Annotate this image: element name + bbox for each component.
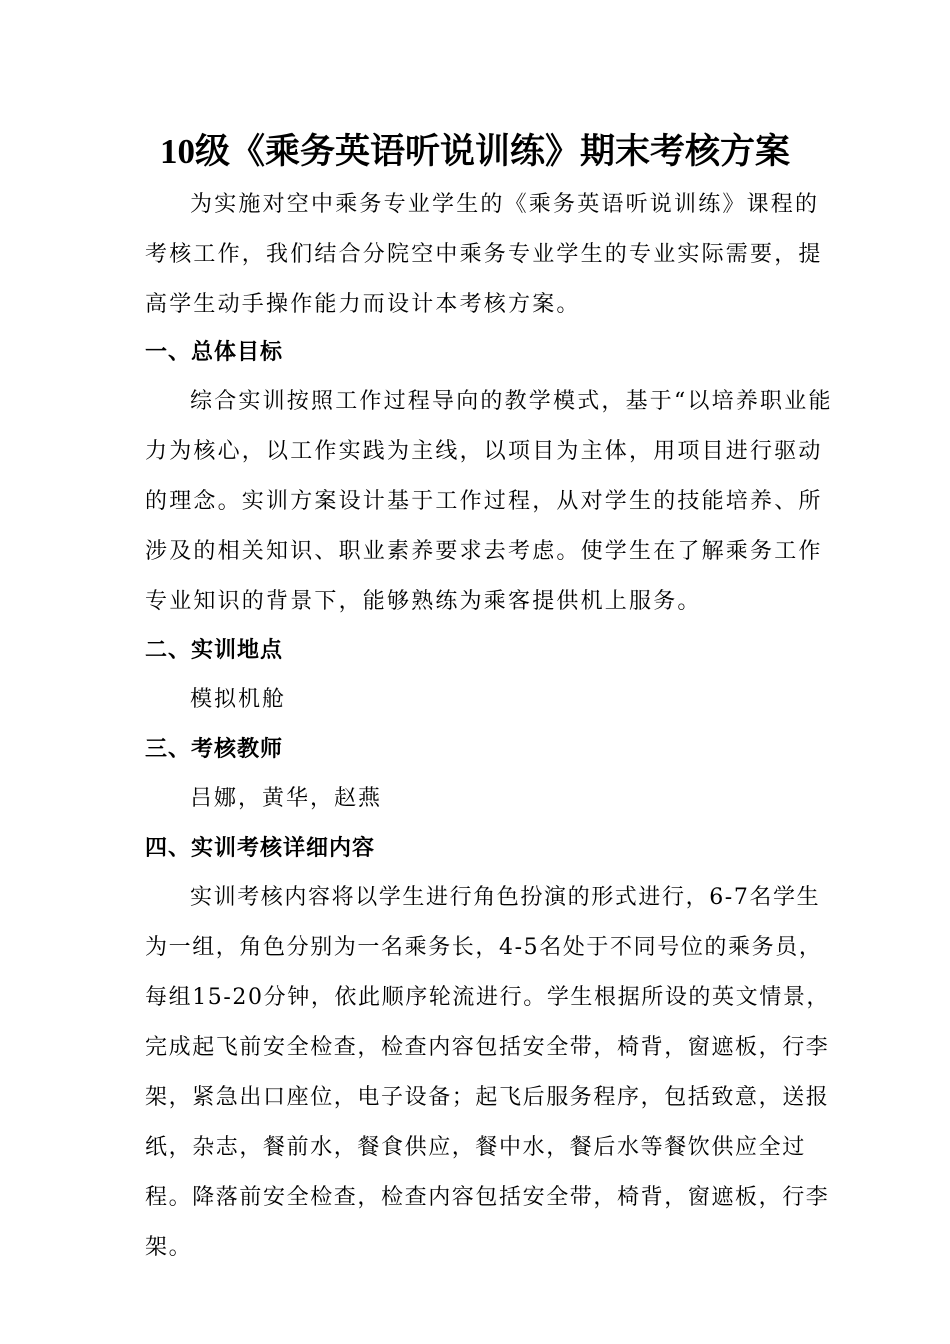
document-title: 10级《乘务英语听说训练》期末考核方案: [159, 132, 790, 171]
section-body-teachers: 吕娜，黄华，赵燕: [190, 786, 383, 811]
section-body-goals: 综合实训按照工作过程导向的教学模式，基于“以培养职业能力为核心，以工作实践为主线，以项目为主体，用项目进行驱动的理念。实训方案设计基于工作过程，从对学生的技能培养、所涉及的相关知识、职业素养要求去考虑。使学生在了解乘务工作专业知识的背景下，能够熟练为乘客提供机上服务。: [145, 389, 833, 614]
section-body-location: 模拟机舱: [190, 687, 287, 712]
section-heading-teachers: 三、考核教师: [145, 736, 284, 762]
section-body-content: 实训考核内容将以学生进行角色扮演的形式进行，6-7名学生为一组，角色分别为一名乘务长，4-5名处于不同号位的乘务员，每组15-20分钟，依此顺序轮流进行。学生根据所设的英文情景，完成起飞前安全检查，检查内容包括安全带，椅背，窗遮板，行李架，紧急出口座位，电子设备；起飞后服务程序，包括致意，送报纸，杂志，餐前水，餐食供应，餐中水，餐后水等餐饮供应全过程。降落前安全检查，检查内容包括安全带，椅背，窗遮板，行李架。: [145, 885, 831, 1260]
intro-paragraph: 为实施对空中乘务专业学生的《乘务英语听说训练》课程的考核工作，我们结合分院空中乘务专业学生的专业实际需要，提高学生动手操作能力而设计本考核方案。: [145, 192, 823, 317]
section-heading-goals: 一、总体目标: [145, 339, 284, 365]
section-heading-content: 四、实训考核详细内容: [145, 835, 376, 861]
section-heading-location: 二、实训地点: [145, 637, 284, 663]
